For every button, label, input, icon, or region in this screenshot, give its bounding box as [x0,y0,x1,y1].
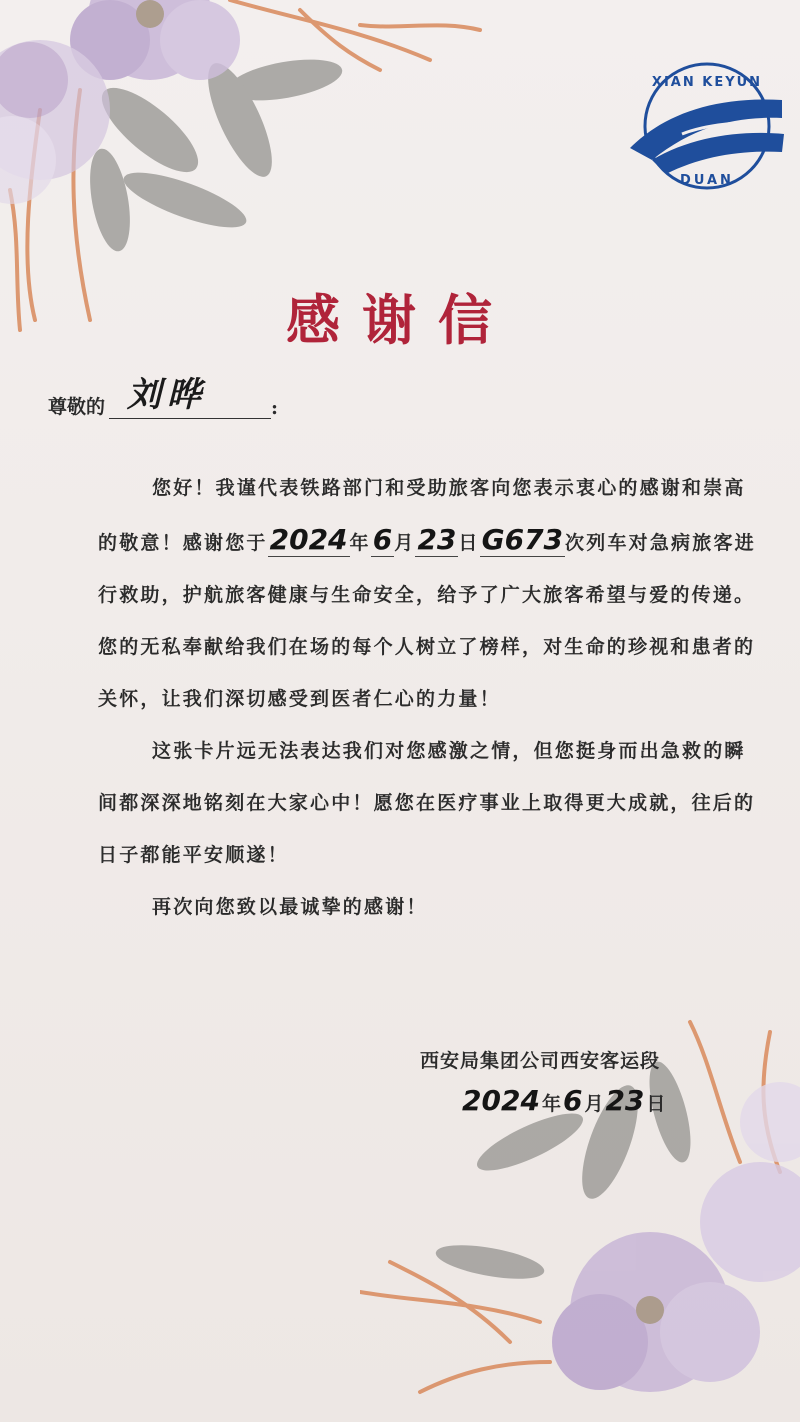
event-day: 23 [417,523,457,556]
paragraph-1-text-b: 次列车对急病旅客进行救助，护航旅客健康与生命安全，给予了广大旅客希望与爱的传递。您的无私奉献给我们在场的每个人树立了榜样，对生命的珍视和患者的关怀，让我们深切感受到医者仁心的力量！ [98,532,756,710]
signature-year-unit: 年 [541,1093,561,1115]
signature-date [460,1084,665,1117]
signature-year: 2024 [462,1084,540,1117]
logo-text-bottom: DUAN [680,173,734,188]
salutation [48,375,279,419]
letter-title: 感谢信 [286,289,514,352]
signature-organization: 西安局集团公司西安客运段 [420,1050,661,1072]
signature-month: 6 [562,1084,583,1117]
paragraph-3: 再次向您致以最诚挚的感谢！ [152,896,428,918]
event-year-unit: 年 [349,532,371,554]
salutation-colon: : [271,397,279,419]
signature-day-unit: 日 [646,1093,666,1115]
signature-day: 23 [605,1084,645,1117]
letter-body [98,462,758,933]
train-number: G673 [481,523,564,556]
paragraph-1-text-a: 您好！我谨代表铁路部门和受助旅客向您表示衷心的感谢和崇高的敬意！感谢您于 [98,477,746,554]
event-month: 6 [372,523,393,556]
logo-text-top: XIAN KEYUN [651,75,763,90]
recipient-name: 刘晔 [127,375,208,415]
paragraph-1 [98,462,758,725]
event-month-unit: 月 [394,532,416,554]
paragraph-2: 这张卡片远无法表达我们对您感激之情，但您挺身而出急救的瞬间都深深地铭刻在大家心中！愿您在医疗事业上取得更大成就，往后的日子都能平安顺遂！ [98,740,756,866]
signature-month-unit: 月 [584,1093,604,1115]
railway-logo [622,56,792,196]
salutation-prefix: 尊敬的 [48,396,106,418]
recipient-name-line [109,375,271,419]
event-year: 2024 [269,523,348,556]
event-day-unit: 日 [458,532,480,554]
